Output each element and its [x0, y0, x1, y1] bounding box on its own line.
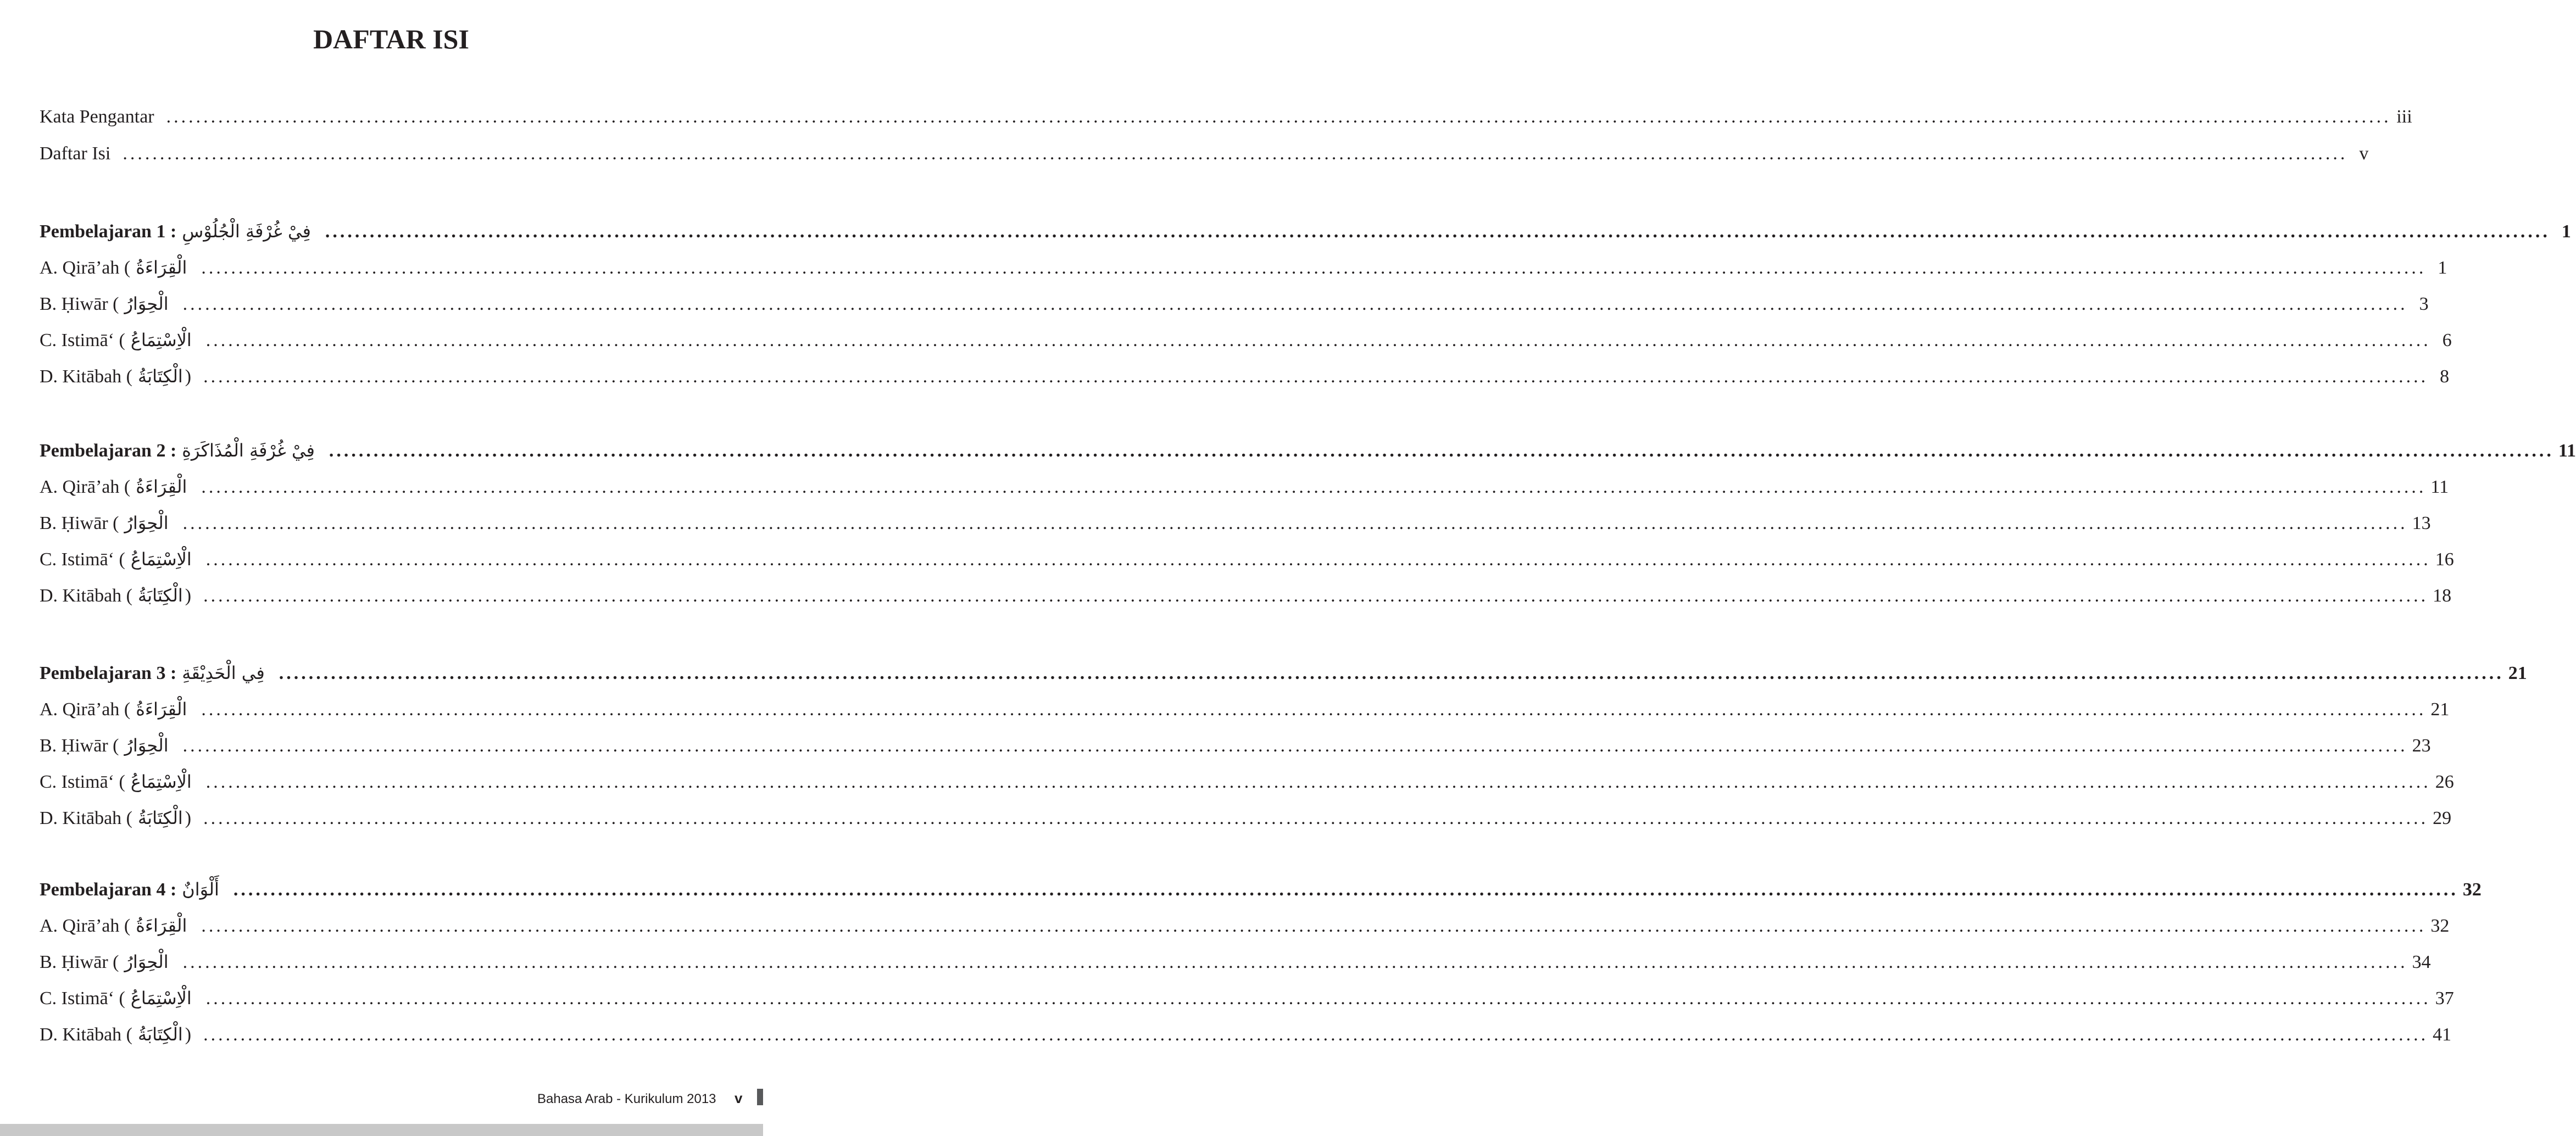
section-close: ): [185, 366, 192, 387]
toc-unit-heading[interactable]: [40, 873, 2482, 906]
unit-arabic-title: فِيْ غُرْفَةِ الْجُلُوْسِ: [182, 221, 311, 242]
section-arabic: الْقِرَاءَةُ: [136, 915, 187, 936]
section-label: B. Ḥiwār (: [40, 952, 119, 972]
unit-arabic-title: أَلْوَانٌ: [182, 879, 219, 900]
footer-book-title: Bahasa Arab - Kurikulum 2013: [537, 1092, 716, 1106]
section-arabic: الْحِوَارُ: [124, 735, 169, 756]
toc-unit-heading[interactable]: [40, 434, 2576, 467]
toc-page-number: 1: [2438, 258, 2447, 278]
dot-leader: ............................................................................................................................................................................................................................................................................................................: [123, 143, 2348, 164]
toc-unit-heading[interactable]: [40, 656, 2527, 689]
toc-section-entry[interactable]: [40, 982, 2454, 1015]
toc-section-entry[interactable]: [40, 470, 2449, 503]
section-label: C. Istimā‘ (: [40, 549, 125, 570]
section-arabic: الْحِوَارُ: [124, 513, 169, 533]
toc-section-entry[interactable]: [40, 909, 2450, 942]
section-label: C. Istimā‘ (: [40, 330, 125, 350]
section-arabic: الْاِسْتِمَاعُ: [130, 988, 192, 1009]
unit-label: Pembelajaran 4 :: [40, 879, 177, 900]
section-label: A. Qirā’ah (: [40, 699, 131, 720]
unit-label: Pembelajaran 2 :: [40, 441, 177, 461]
section-arabic: الْقِرَاءَةُ: [136, 699, 187, 720]
section-label: B. Ḥiwār (: [40, 513, 119, 533]
toc-section-entry[interactable]: [40, 543, 2454, 576]
toc-page-number: 21: [2430, 699, 2450, 720]
toc-page-number: 32: [2430, 916, 2450, 936]
page-edge-marker: [757, 1089, 763, 1105]
toc-section-entry[interactable]: [40, 506, 2431, 539]
toc-section-entry[interactable]: [40, 693, 2450, 726]
section-label: A. Qirā’ah (: [40, 477, 131, 497]
dot-leader: ............................................................................................................................................................................................................................................................................................................: [166, 107, 2391, 127]
toc-page-number: 11: [2558, 441, 2576, 461]
toc-section-entry[interactable]: [40, 729, 2431, 762]
dot-leader: ............................................................................................................................................................................................................................................................................................................: [201, 699, 2427, 720]
toc-section-entry[interactable]: [40, 287, 2429, 320]
toc-page-number: 1: [2561, 221, 2571, 242]
toc-unit-heading[interactable]: [40, 215, 2571, 248]
section-label: C. Istimā‘ (: [40, 772, 125, 792]
unit-arabic-title: فِيْ غُرْفَةِ الْمُذَاكَرَةِ: [182, 440, 315, 461]
section-label: D. Kitābah (: [40, 1024, 133, 1045]
section-arabic: الْحِوَارُ: [124, 293, 169, 314]
toc-section-entry[interactable]: [40, 251, 2447, 284]
section-arabic: الْاِسْتِمَاعُ: [130, 330, 192, 350]
section-label: D. Kitābah (: [40, 366, 133, 387]
page-title: DAFTAR ISI: [313, 24, 469, 54]
section-label: A. Qirā’ah (: [40, 916, 131, 936]
section-arabic: الْحِوَارُ: [124, 951, 169, 972]
toc-page-number: 23: [2412, 736, 2431, 756]
dot-leader: ............................................................................................................................................................................................................................................................................................................: [182, 294, 2408, 314]
toc-page-number: 21: [2508, 663, 2527, 683]
toc-entry-label: Kata Pengantar: [40, 107, 154, 127]
section-arabic: الْكِتَابَةُ: [138, 366, 183, 387]
toc-page-number: 18: [2433, 586, 2452, 606]
toc-page-number: 26: [2435, 772, 2454, 792]
toc-section-entry[interactable]: [40, 324, 2452, 357]
dot-leader: ............................................................................................................................................................................................................................................................................................................: [182, 736, 2408, 756]
section-close: ): [185, 586, 192, 606]
toc-entry-daftar-isi[interactable]: [40, 137, 2369, 170]
dot-leader: ............................................................................................................................................................................................................................................................................................................: [205, 772, 2431, 792]
dot-leader: ............................................................................................................................................................................................................................................................................................................: [203, 586, 2429, 606]
toc-page-number: 29: [2433, 808, 2452, 828]
toc-section-entry[interactable]: [40, 579, 2452, 612]
section-arabic: الْكِتَابَةُ: [138, 808, 183, 828]
toc-page-number: 16: [2435, 549, 2454, 570]
section-arabic: الْكِتَابَةُ: [138, 1024, 183, 1045]
section-label: B. Ḥiwār (: [40, 736, 119, 756]
dot-leader: ............................................................................................................................................................................................................................................................................................................: [325, 221, 2550, 242]
toc-page-number: 37: [2435, 988, 2454, 1009]
toc-page-number: iii: [2396, 107, 2412, 127]
dot-leader: ............................................................................................................................................................................................................................................................................................................: [201, 477, 2427, 497]
toc-page-number: v: [2359, 143, 2369, 164]
toc-section-entry[interactable]: [40, 360, 2450, 393]
section-label: D. Kitābah (: [40, 586, 133, 606]
dot-leader: ............................................................................................................................................................................................................................................................................................................: [203, 366, 2429, 387]
toc-page-number: 6: [2442, 330, 2452, 350]
dot-leader: ............................................................................................................................................................................................................................................................................................................: [203, 1024, 2429, 1045]
toc-section-entry[interactable]: [40, 945, 2431, 978]
toc-page-number: 41: [2433, 1024, 2452, 1045]
section-label: B. Ḥiwār (: [40, 294, 119, 314]
dot-leader: ............................................................................................................................................................................................................................................................................................................: [205, 988, 2431, 1009]
toc-page-number: 8: [2440, 366, 2450, 387]
dot-leader: ............................................................................................................................................................................................................................................................................................................: [182, 952, 2408, 972]
toc-page-number: 3: [2419, 294, 2429, 314]
dot-leader: ............................................................................................................................................................................................................................................................................................................: [201, 258, 2427, 278]
toc-page-number: 34: [2412, 952, 2431, 972]
toc-entry-kata-pengantar[interactable]: [40, 101, 2412, 133]
section-label: D. Kitābah (: [40, 808, 133, 828]
section-arabic: الْاِسْتِمَاعُ: [130, 771, 192, 792]
toc-page-number: 13: [2412, 513, 2431, 533]
dot-leader: ............................................................................................................................................................................................................................................................................................................: [205, 330, 2431, 350]
unit-arabic-title: فِي الْحَدِيْقَةِ: [182, 662, 265, 683]
toc-section-entry[interactable]: [40, 1018, 2452, 1051]
section-arabic: الْكِتَابَةُ: [138, 585, 183, 606]
section-arabic: الْاِسْتِمَاعُ: [130, 549, 192, 570]
dot-leader: ............................................................................................................................................................................................................................................................................................................: [205, 549, 2431, 570]
toc-page-number: 32: [2462, 879, 2482, 900]
section-close: ): [185, 808, 192, 828]
section-close: ): [185, 1024, 192, 1045]
dot-leader: ............................................................................................................................................................................................................................................................................................................: [203, 808, 2429, 828]
toc-entry-label: Daftar Isi: [40, 143, 111, 164]
section-arabic: الْقِرَاءَةُ: [136, 476, 187, 497]
section-label: A. Qirā’ah (: [40, 258, 131, 278]
section-arabic: الْقِرَاءَةُ: [136, 257, 187, 278]
toc-section-entry[interactable]: [40, 765, 2454, 798]
dot-leader: ............................................................................................................................................................................................................................................................................................................: [279, 663, 2504, 683]
dot-leader: ............................................................................................................................................................................................................................................................................................................: [201, 916, 2427, 936]
dot-leader: ............................................................................................................................................................................................................................................................................................................: [233, 879, 2458, 900]
bottom-band: [0, 1124, 763, 1136]
dot-leader: ............................................................................................................................................................................................................................................................................................................: [329, 441, 2554, 461]
unit-label: Pembelajaran 3 :: [40, 663, 177, 683]
unit-label: Pembelajaran 1 :: [40, 221, 177, 242]
toc-section-entry[interactable]: [40, 801, 2452, 834]
footer-page-number: v: [735, 1090, 743, 1106]
dot-leader: ............................................................................................................................................................................................................................................................................................................: [182, 513, 2408, 533]
toc-page-number: 11: [2430, 477, 2449, 497]
section-label: C. Istimā‘ (: [40, 988, 125, 1009]
